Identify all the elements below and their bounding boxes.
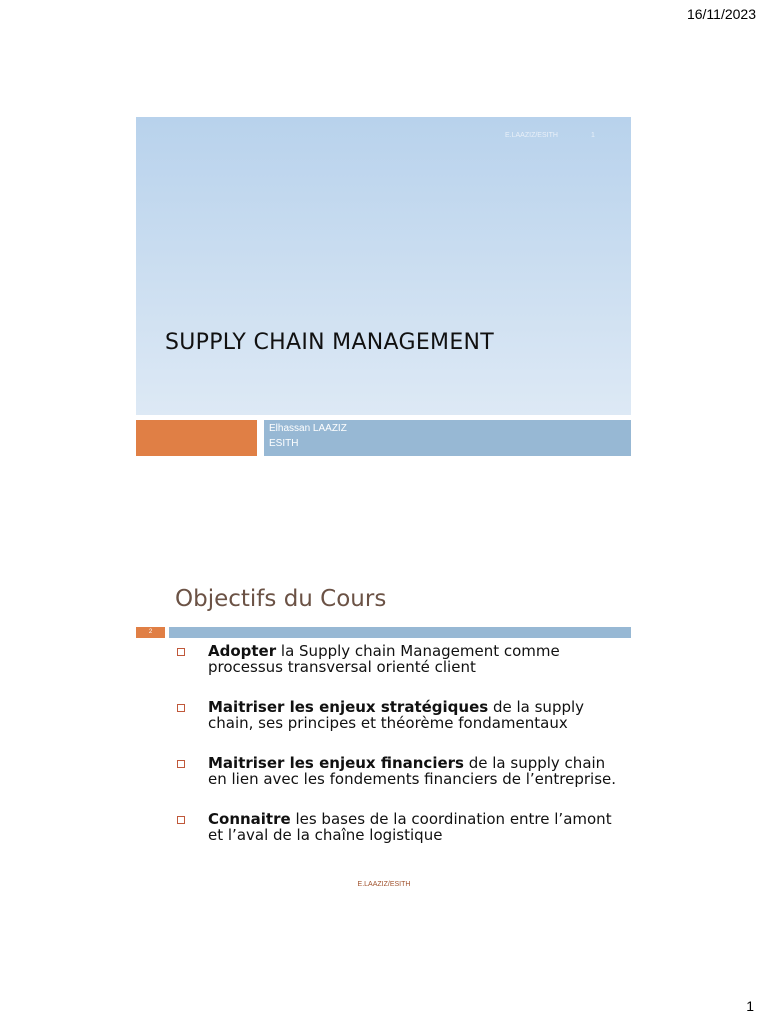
bullet-text: les bases de la coordination entre l’amont et l’aval de la chaîne logistique	[208, 810, 612, 844]
bullet-text: de la supply chain en lien avec les fondements financiers de l’entreprise.	[208, 754, 617, 788]
bullet-text: la Supply chain Management comme processus transversal orienté client	[208, 642, 560, 676]
list-item	[176, 755, 616, 787]
bullet-bold: Adopter	[208, 642, 277, 660]
square-bullet-icon	[177, 648, 185, 656]
square-bullet-icon	[177, 704, 185, 712]
bullet-bold: Maitriser les enjeux financiers	[208, 754, 464, 772]
slide1-orange-accent	[136, 420, 257, 456]
slide1-title-area	[136, 117, 631, 415]
square-bullet-icon	[177, 816, 185, 824]
objectives-list	[176, 643, 616, 843]
slide2-footer: E.LAAZIZ/ESITH	[357, 881, 411, 888]
page-number: 1	[746, 998, 754, 1014]
slide1-header-number: 1	[591, 132, 595, 139]
square-bullet-icon	[177, 760, 185, 768]
slide1-header-footer: E.LAAZIZ/ESITH	[505, 132, 558, 139]
slide1-title: SUPPLY CHAIN MANAGEMENT	[165, 330, 495, 355]
bullet-bold: Maitriser les enjeux stratégiques	[208, 698, 489, 716]
bullet-text: de la supply chain, ses principes et théorème fondamentaux	[208, 698, 585, 732]
page-date: 16/11/2023	[686, 6, 756, 22]
slide2-number-badge: 2	[136, 627, 165, 638]
slide2-title: Objectifs du Cours	[175, 586, 387, 612]
list-item	[176, 643, 616, 675]
list-item	[176, 811, 616, 843]
slide2-title-bar	[169, 627, 631, 638]
list-item	[176, 699, 616, 731]
slide1-author-bar	[264, 420, 631, 456]
bullet-bold: Connaitre	[208, 810, 291, 828]
slide1-institution: ESITH	[269, 438, 299, 449]
slide1-author: Elhassan LAAZIZ	[269, 423, 347, 434]
